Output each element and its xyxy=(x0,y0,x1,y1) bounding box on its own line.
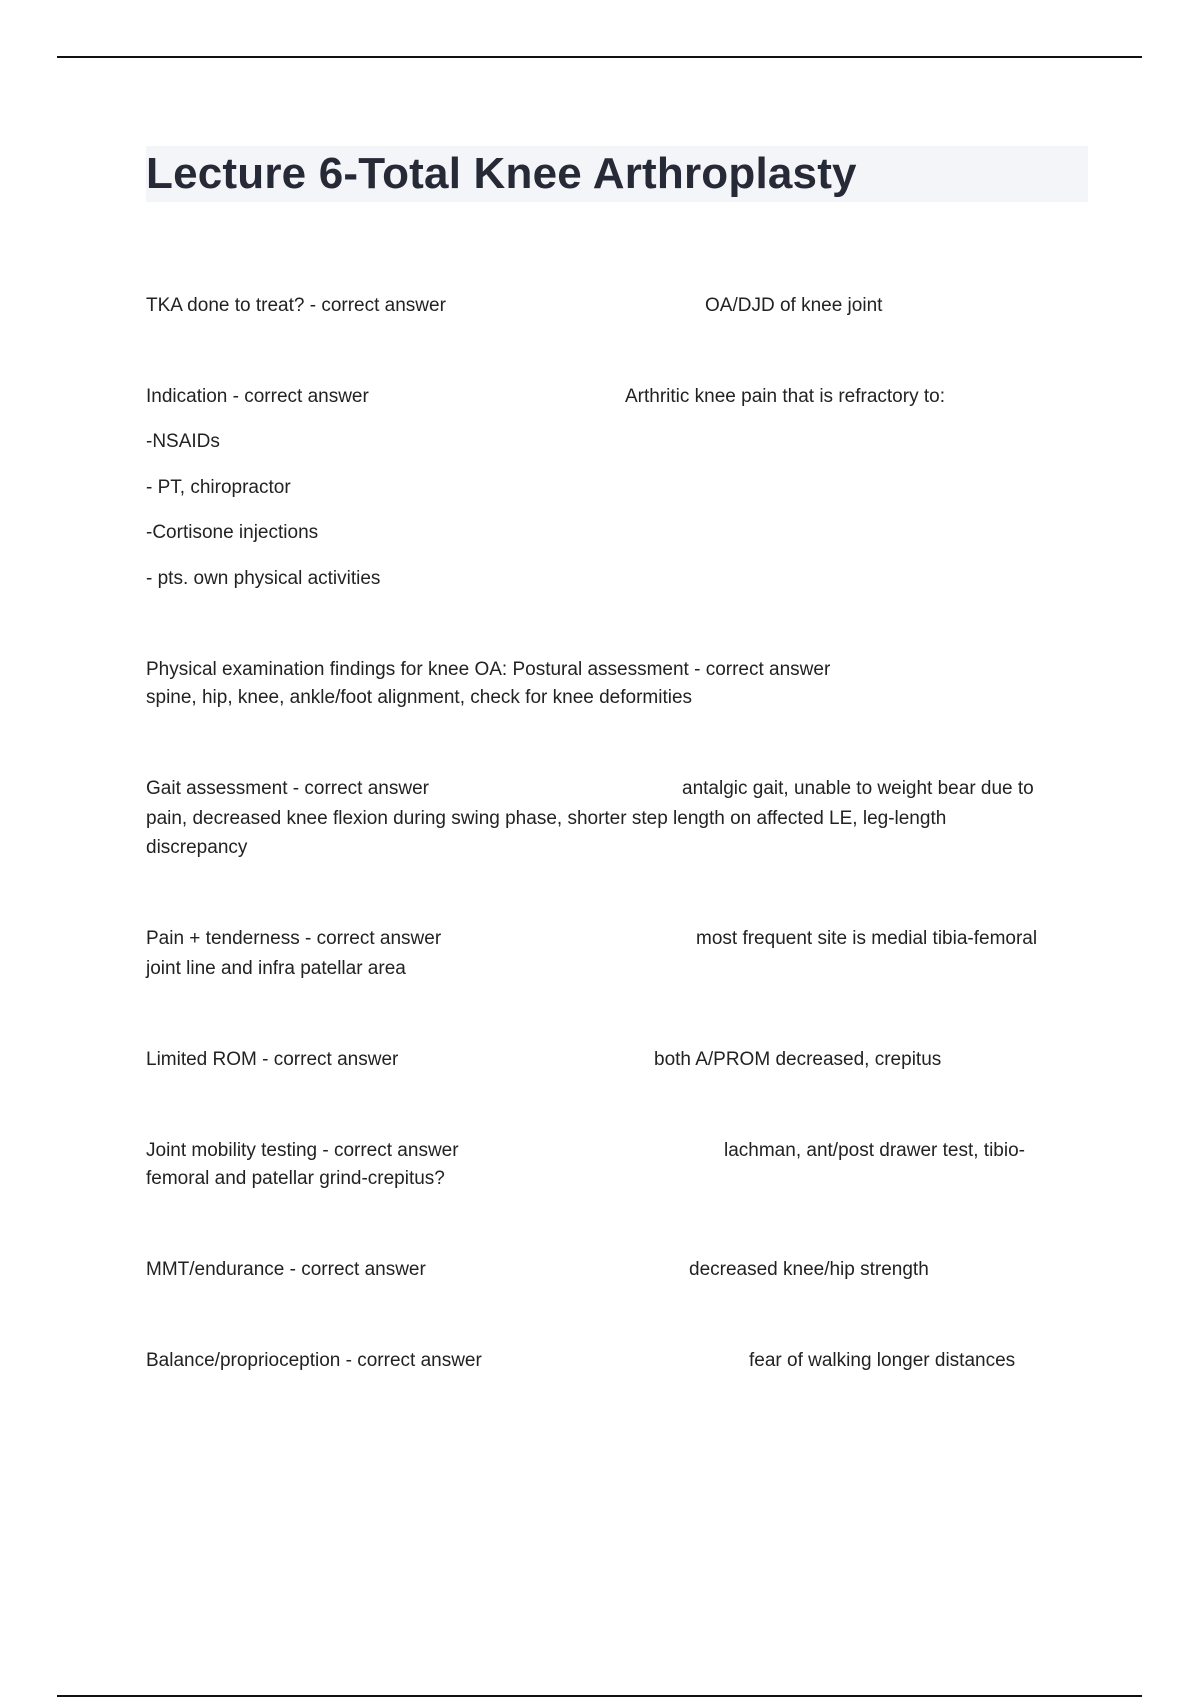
card-answer-continued: femoral and patellar grind-crepitus? xyxy=(146,1168,445,1189)
card-question: Gait assessment - correct answer xyxy=(146,778,429,799)
card-answer: Arthritic knee pain that is refractory to: xyxy=(625,386,945,407)
card-answer: most frequent site is medial tibia-femoral xyxy=(696,928,1038,949)
list-item: -NSAIDs xyxy=(146,431,220,452)
card-question: TKA done to treat? - correct answer xyxy=(146,295,446,316)
card-answer: both A/PROM decreased, crepitus xyxy=(654,1049,942,1070)
card-question: Pain + tenderness - correct answer xyxy=(146,928,442,949)
card-question: Indication - correct answer xyxy=(146,386,369,407)
card-question: Limited ROM - correct answer xyxy=(146,1049,399,1070)
card-answer: lachman, ant/post drawer test, tibio- xyxy=(724,1140,1025,1161)
card-answer: spine, hip, knee, ankle/foot alignment, check for knee deformities xyxy=(146,687,693,708)
card-answer-continued: joint line and infra patellar area xyxy=(146,958,406,979)
card-answer: OA/DJD of knee joint xyxy=(705,295,883,316)
list-item: - PT, chiropractor xyxy=(146,477,291,498)
card-question: Balance/proprioception - correct answer xyxy=(146,1350,482,1371)
card-answer-continued: pain, decreased knee flexion during swing phase, shorter step length on affected LE, leg-length discrepancy xyxy=(146,808,947,858)
card-question: Joint mobility testing - correct answer xyxy=(146,1140,459,1161)
list-item: -Cortisone injections xyxy=(146,522,319,543)
card-question: MMT/endurance - correct answer xyxy=(146,1259,426,1280)
bottom-rule xyxy=(57,1695,1142,1697)
page-title: Lecture 6-Total Knee Arthroplasty xyxy=(146,149,857,198)
list-item: - pts. own physical activities xyxy=(146,568,381,589)
card-answer: antalgic gait, unable to weight bear due to xyxy=(682,778,1034,799)
card-answer: fear of walking longer distances xyxy=(749,1350,1016,1371)
card-answer: decreased knee/hip strength xyxy=(689,1259,929,1280)
card-question: Physical examination findings for knee OA: Postural assessment - correct answer xyxy=(146,659,831,680)
top-rule xyxy=(57,56,1142,58)
